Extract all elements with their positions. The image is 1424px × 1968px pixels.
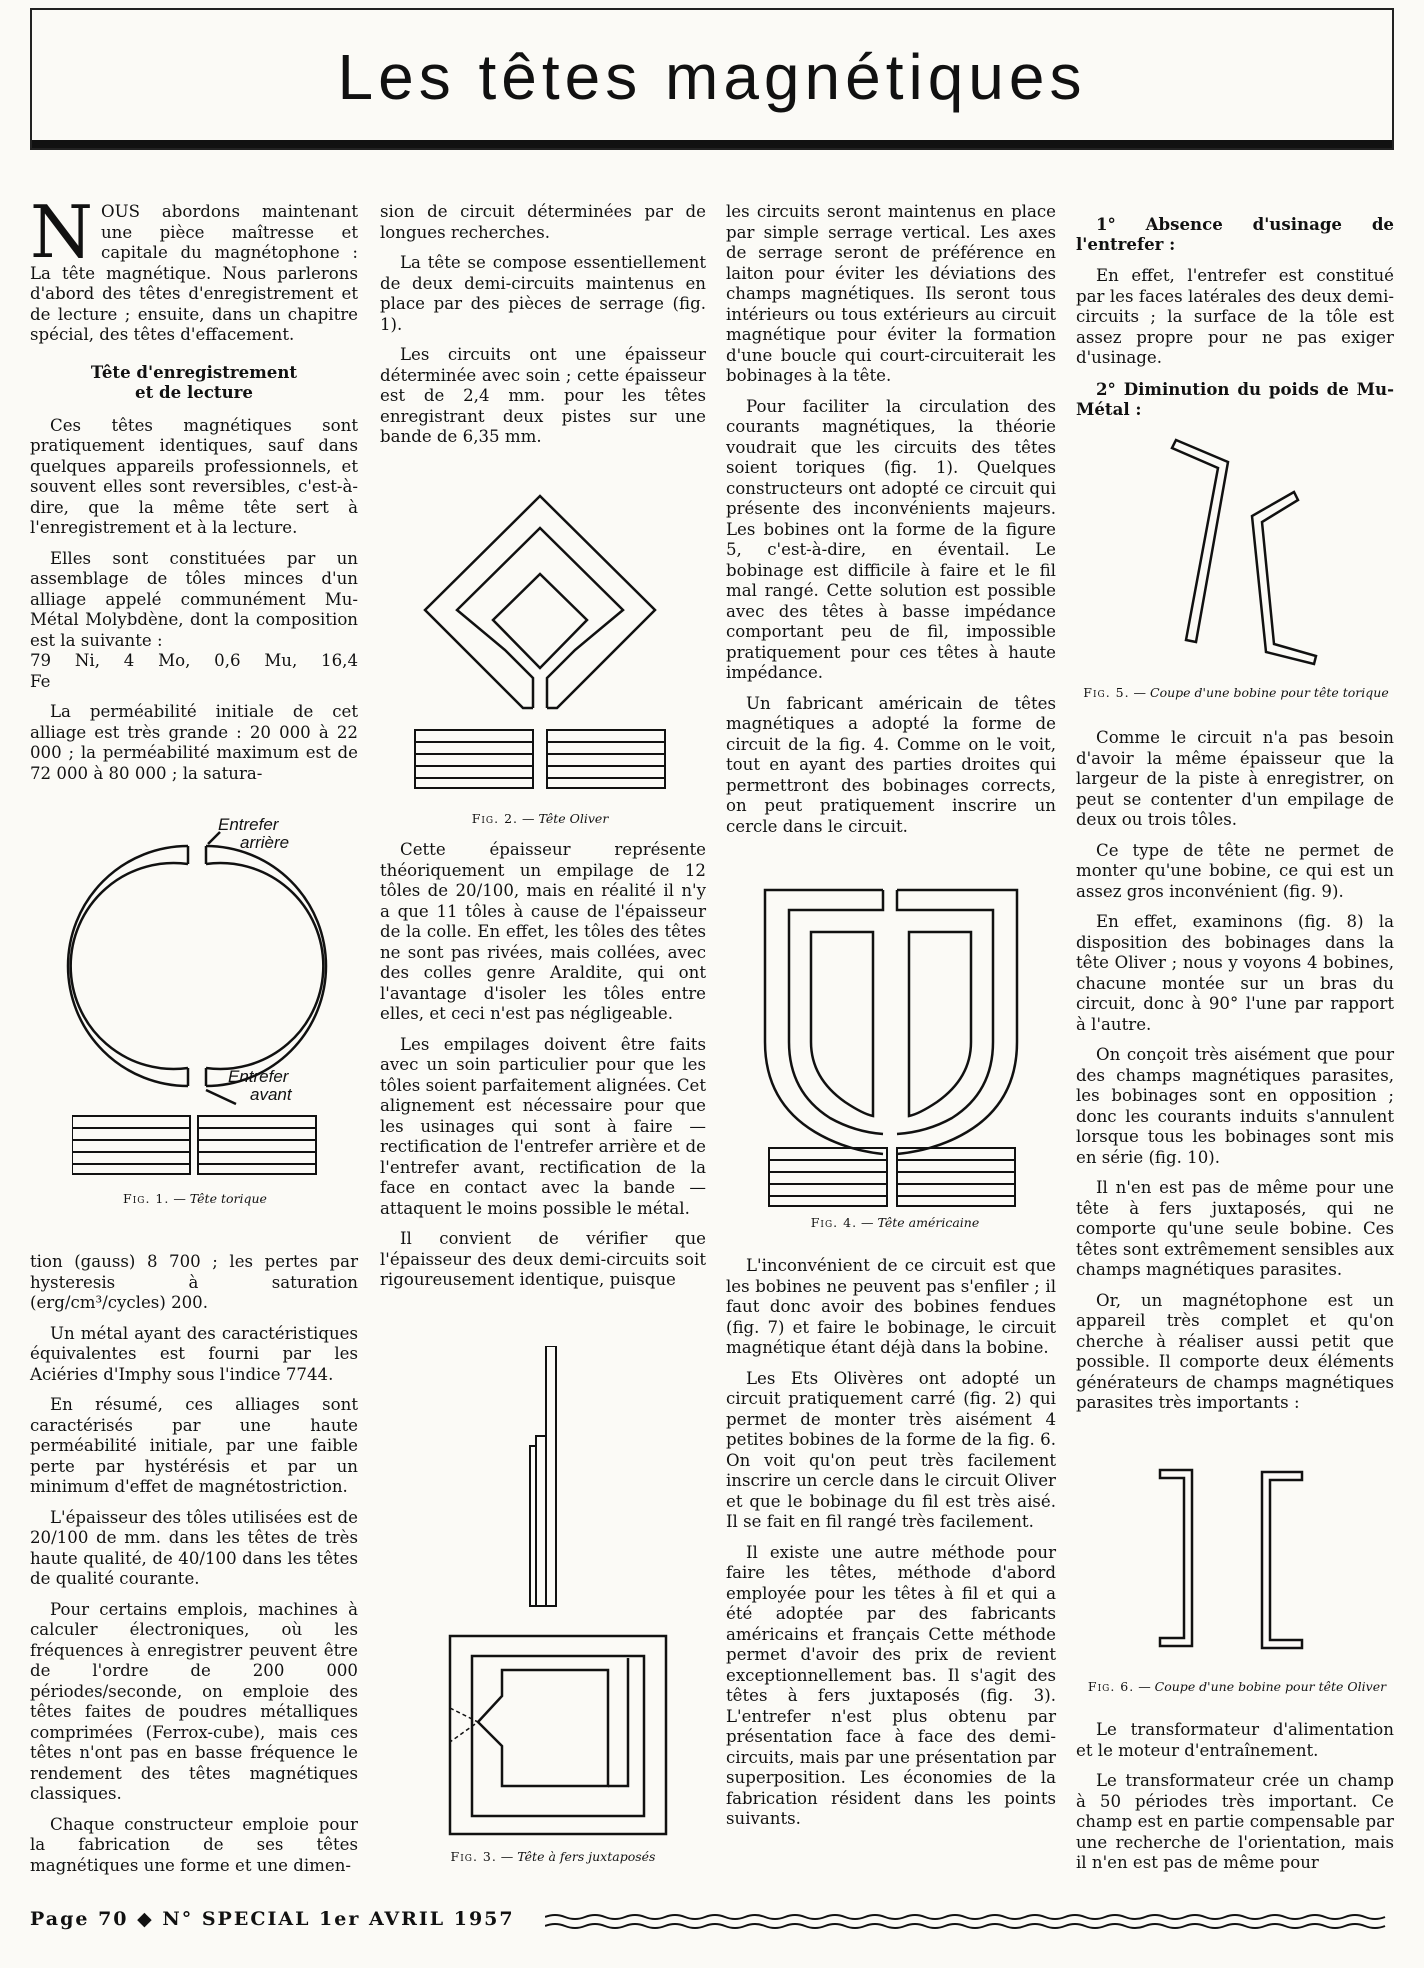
drop-cap: N xyxy=(30,190,93,274)
paragraph: Comme le circuit n'a pas besoin d'avoir la même épaisseur que la largeur de la piste à enregistrer, on peut se contenter d'un empilage de deux ou trois tôles. xyxy=(1076,728,1394,829)
paragraph: Un métal ayant des caractéristiques équivalentes est fourni par les Aciéries d'Imphy sous l'indice 7744. xyxy=(30,1323,358,1384)
paragraph: sion de circuit déterminées par de longues recherches. xyxy=(380,202,706,242)
paragraph: Les circuits ont une épaisseur déterminée avec soin ; cette épaisseur est de 2,4 mm. pour les têtes enregistrant deux pistes sur une bande de 6,35 mm. xyxy=(380,345,706,446)
title-box xyxy=(30,8,1394,150)
footer-text: Page 70 ◆ N° SPECIAL 1er AVRIL 1957 xyxy=(30,1908,515,1930)
column-2 xyxy=(380,202,706,458)
paragraph: En effet, l'entrefer est constitué par les faces latérales des deux demi-circuits ; la surface de la tôle est assez propre pour ne pas exiger d'usinage. xyxy=(1076,266,1394,367)
paragraph: les circuits seront maintenus en place par simple serrage vertical. Les axes de serrage seront de préférence en laiton pour éviter les déviations des champs magnétiques. Ils seront tous intérieurs ou tous extérieurs au circuit magnétique pour éviter la formation d'une boucle qui court-circuiterait les bobinages à la tête. xyxy=(726,202,1056,385)
lamination-stack-1 xyxy=(72,1114,322,1178)
figure-1-caption: Fig. 1. — Tête torique xyxy=(123,1191,267,1206)
paragraph: La perméabilité initiale de cet alliage est très grande : 20 000 à 22 000 ; la perméabilité maximum est de 72 000 à 80 000 ; la satura- xyxy=(30,702,358,783)
numbered-heading: 1° Absence d'usinage de l'entrefer : xyxy=(1076,214,1394,254)
paragraph: Pour certains emplois, machines à calculer électroniques, où les fréquences à enregistrer peuvent être de l'ordre de 200 000 périodes/seconde, on emploie des têtes faites de poudres métalliques comprimées (Ferrox-cube), mais ces têtes n'ont pas en basse fréquence le rendement des têtes magnétiques classiques. xyxy=(30,1599,358,1803)
figure-3-caption: Fig. 3. — Tête à fers juxtaposés xyxy=(450,1849,656,1864)
column-4-end xyxy=(1076,1720,1394,1884)
paragraph: Pour faciliter la circulation des courants magnétiques, la théorie voudrait que les circuits des têtes soient toriques (fig. 1). Quelques constructeurs ont adopté ce circuit qui présente des inconvénients majeurs. Les bobines ont la forme de la figure 5, c'est-à-dire, en éventail. Le bobinage est difficile à faire et le fil mal rangé. Cette solution est possible avec des têtes à basse impédance comportant peu de fil, impossible pratiquement pour ces têtes à haute impédance. xyxy=(726,396,1056,682)
juxtaposed-head-diagram xyxy=(398,1346,708,1846)
torique-coil-section xyxy=(1078,432,1394,682)
column-4-continued xyxy=(1076,728,1394,1424)
paragraph: Elles sont constituées par un assemblage de tôles minces d'un alliage appelé communément Mu-Métal Molybdène, dont la composition est la suivante : xyxy=(30,548,358,650)
paragraph: En résumé, ces alliages sont caractérisés par une haute perméabilité initiale, par une faible perte par hystérésis et par un minimum d'effet de magnétostriction. xyxy=(30,1395,358,1496)
figure-2-caption: Fig. 2. — Tête Oliver xyxy=(471,811,609,826)
paragraph: On conçoit très aisément que pour des champs magnétiques parasites, les bobinages sont en opposition ; donc les courants induits s'annulent lorsque tous les bobinages sont mis en série (fig. 10). xyxy=(1076,1045,1394,1167)
page-footer xyxy=(30,1906,1394,1936)
column-3-continued xyxy=(726,1256,1056,1840)
paragraph: Ce type de tête ne permet de monter qu'une bobine, ce qui est un assez gros inconvénient (fig. 9). xyxy=(1076,840,1394,901)
paragraph: tion (gauss) 8 700 ; les pertes par hysteresis à saturation (erg/cm³/cycles) 200. xyxy=(30,1252,358,1312)
paragraph: La tête se compose essentiellement de deux demi-circuits maintenus en place par des pièces de serrage (fig. 1). xyxy=(380,253,706,334)
figure-2 xyxy=(405,478,675,826)
figure-5-caption: Fig. 5. — Coupe d'une bobine pour tête torique xyxy=(1083,685,1389,700)
section-heading xyxy=(30,362,358,402)
paragraph: Le transformateur crée un champ à 50 périodes très important. Ce champ est en partie compensable par une recherche de l'orientation, mais il n'en est pas de même pour xyxy=(1076,1771,1394,1872)
column-1-continued xyxy=(30,1252,358,1886)
footer-wave-rule xyxy=(545,1912,1394,1932)
title-rule xyxy=(32,140,1392,148)
figure-6 xyxy=(1080,1456,1394,1694)
paragraph: L'épaisseur des tôles utilisées est de 20/100 de mm. dans les têtes de très haute qualité, de 40/100 dans les têtes de qualité courante. xyxy=(30,1507,358,1588)
figure-4-caption: Fig. 4. — Tête américaine xyxy=(810,1215,980,1230)
heading-line-1: Tête d'enregistrement xyxy=(90,361,298,382)
page-title: Les têtes magnétiques xyxy=(337,41,1087,113)
paragraph: Le transformateur d'alimentation et le moteur d'entraînement. xyxy=(1076,1720,1394,1760)
column-2-continued xyxy=(380,840,706,1301)
paragraph: Il existe une autre méthode pour faire les têtes, méthode d'abord employée pour les têtes à fil et qui a été adoptée par des fabricants américains et français Cette méthode permet d'avoir des prix de revient exceptionnellement bas. Il s'agit des têtes à fers juxtaposés (fig. 3). L'entrefer n'est plus obtenu par présentation face à face des demi-circuits, mais par une présentation par superposition. Les économies de la fabrication résident dans les points suivants. xyxy=(726,1542,1056,1828)
paragraph: Les empilages doivent être faits avec un soin particulier pour que les tôles soient parfaitement alignées. Cet alignement est nécessaire pour que les usinages qui sont à faire — rectification de l'entrefer arrière et de l'entrefer avant, rectification de la face en contact avec la bande — attaquent le moins possible le métal. xyxy=(380,1034,707,1218)
label-front-gap: Entrefer avant xyxy=(228,1067,292,1104)
american-head-diagram xyxy=(755,882,1035,1212)
paragraph: Il n'en est pas de même pour une tête à fers juxtaposés, qui ne comporte qu'une seule bobine. Ces têtes sont extrêmement sensibles aux champs magnétiques parasites. xyxy=(1076,1178,1394,1279)
paragraph: Un fabricant américain de têtes magnétiques a adopté la forme de circuit de la fig. 4. Comme on le voit, tout en ayant des parties droites qui permettront des bobinages corrects, on peut pratiquement inscrire un cercle dans le circuit. xyxy=(726,693,1056,836)
heading-line-2: et de lecture xyxy=(135,381,253,402)
figure-6-caption: Fig. 6. — Coupe d'une bobine pour tête Oliver xyxy=(1087,1679,1387,1694)
intro-paragraph xyxy=(30,190,358,346)
intro-text: OUS abordons maintenant une pièce maîtresse et capitale du magnétophone : La tête magnétique. Nous parlerons d'abord des têtes d'enregistrement et de lecture ; ensuite, dans un chapitre spécial, des têtes d'effacement. xyxy=(30,202,358,344)
column-4 xyxy=(1076,206,1394,431)
oliver-coil-section xyxy=(1080,1456,1394,1676)
paragraph: Chaque constructeur emploie pour la fabrication de ses têtes magnétiques une forme et une dimen- xyxy=(30,1814,358,1875)
figure-1 xyxy=(60,810,330,1206)
paragraph: En effet, examinons (fig. 8) la disposition des bobinages dans la tête Oliver ; nous y voyons 4 bobines, chacune montée sur un bras du circuit, donc à 90° l'une par rapport à l'autre. xyxy=(1076,912,1394,1034)
figure-5 xyxy=(1078,432,1394,700)
composition-line: 79 Ni, 4 Mo, 0,6 Mu, 16,4 Fe xyxy=(30,651,358,691)
label-back-gap: Entrefer arrière xyxy=(218,815,290,852)
figure-4 xyxy=(755,882,1035,1230)
paragraph: L'inconvénient de ce circuit est que les bobines ne peuvent pas s'enfiler ; il faut donc avoir des bobines fendues (fig. 7) et faire le bobinage, le circuit magnétique étant déjà dans la bobine. xyxy=(726,1256,1056,1357)
oliver-head-diagram xyxy=(405,478,675,808)
figure-3 xyxy=(398,1346,708,1864)
paragraph: Il convient de vérifier que l'épaisseur des deux demi-circuits soit rigoureusement identique, puisque xyxy=(380,1229,706,1289)
paragraph: Ces têtes magnétiques sont pratiquement identiques, sauf dans quelques appareils professionnels, et souvent elles sont reversibles, c'est-à-dire, que la même tête sert à l'enregistrement et à la lecture. xyxy=(30,415,358,537)
column-3 xyxy=(726,202,1056,847)
column-1 xyxy=(30,190,358,794)
paragraph: Cette épaisseur représente théoriquement un empilage de 12 tôles de 20/100, mais en réalité il n'y a que 11 tôles à cause de l'épaisseur de la colle. En effet, les tôles des têtes ne sont pas rivées, mais collées, avec des colles genre Araldite, qui ont l'avantage d'isoler les tôles entre elles, et ceci n'est pas négligeable. xyxy=(380,840,706,1023)
paragraph: Or, un magnétophone est un appareil très complet et qu'on cherche à réaliser aussi petit que possible. Il comporte deux éléments générateurs de champs magnétiques parasites très importants : xyxy=(1076,1290,1394,1412)
numbered-heading: 2° Diminution du poids de Mu-Métal : xyxy=(1076,378,1394,419)
paragraph: Les Ets Olivères ont adopté un circuit pratiquement carré (fig. 2) qui permet de monter très aisément 4 petites bobines de la forme de la fig. 6. On voit qu'on peut très facilement inscrire un cercle dans le circuit Oliver et que le bobinage du fil est très aisé. Il se fait en fil rangé très facilement. xyxy=(726,1368,1056,1531)
